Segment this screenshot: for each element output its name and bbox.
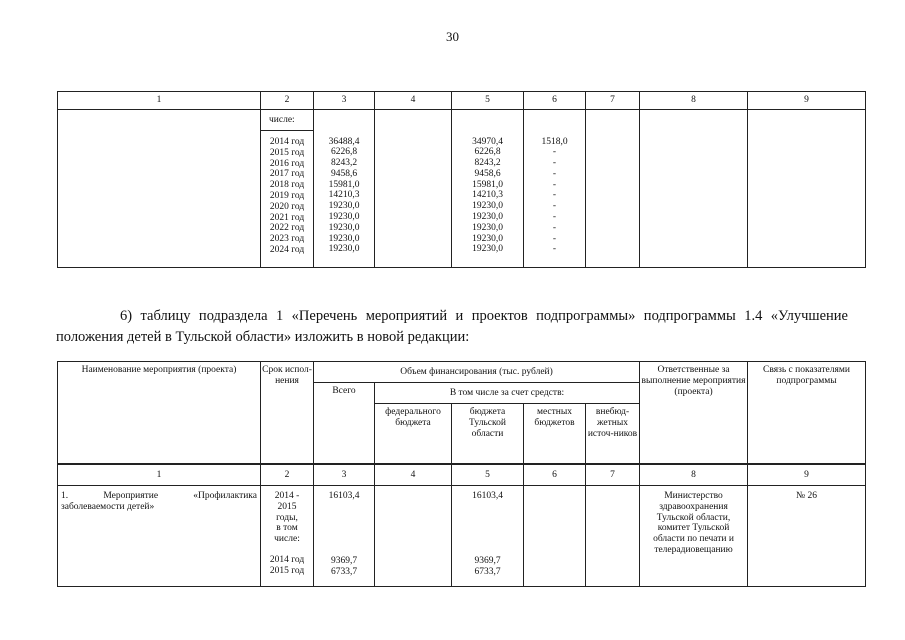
column-number: 4: [375, 92, 452, 110]
measure-name: 1. Мероприятие «Профилактика заболеваемости детей»: [58, 486, 261, 587]
year-total-value: 9369,7: [330, 555, 358, 566]
regional-value: 8243,2: [474, 158, 501, 169]
total-value: 16103,4: [328, 491, 360, 501]
total-value: 19230,0: [328, 222, 360, 233]
column-number: 5: [452, 92, 524, 110]
empty-cell: [375, 110, 452, 268]
total-value: 6226,8: [330, 147, 358, 158]
column-number: 3: [314, 464, 375, 486]
local-value: 1518,0: [541, 136, 568, 147]
year-label: 2018 год: [269, 180, 305, 191]
column-numbers-row: [58, 92, 866, 110]
year-regional-value: 6733,7: [474, 566, 501, 577]
local-value: -: [552, 179, 557, 190]
measure-local: [524, 486, 586, 587]
total-value: 36488,4: [328, 136, 360, 147]
header-federal: федерального бюджета: [375, 404, 452, 465]
amendment-paragraph: 6) таблицу подраздела 1 «Перечень мероприятий и проектов подпрограммы» подпрограммы 1.4 «Улучшение положения детей в Тульской области» изложить в новой редакции:: [56, 308, 848, 345]
intro-text: числе:: [261, 110, 314, 131]
total-value: 15981,0: [328, 179, 360, 190]
term-line: 2014 -: [274, 491, 300, 501]
regional-value: 14210,3: [472, 190, 503, 201]
column-number: 1: [58, 92, 261, 110]
header-term: Срок испол-нения: [261, 362, 314, 465]
local-value: -: [552, 222, 557, 233]
column-number: 9: [748, 464, 866, 486]
total-value: 9458,6: [330, 168, 358, 179]
measures-table: [57, 361, 866, 587]
regional-value: 6226,8: [474, 147, 501, 158]
total-value: 19230,0: [328, 201, 360, 212]
measure-responsible: Министерство здравоохранения Тульской области, комитет Тульской области по печати и телерадиовещанию: [640, 486, 748, 587]
empty-cell: [524, 110, 586, 131]
local-value: -: [552, 212, 557, 223]
year-label: 2023 год: [269, 234, 305, 245]
intro-row: [58, 110, 866, 131]
header-including: В том числе за счет средств:: [375, 383, 640, 404]
term-line: в том: [276, 523, 298, 534]
regional-value: 19230,0: [472, 244, 503, 255]
total-value: 19230,0: [328, 244, 360, 255]
measure-term: [261, 486, 314, 587]
measure-row: [58, 486, 866, 587]
header-row-1: [58, 362, 866, 383]
local-value: -: [552, 147, 557, 158]
term-line: годы,: [276, 512, 298, 523]
header-name: Наименование мероприятия (проекта): [58, 362, 261, 465]
total-value: 14210,3: [328, 190, 360, 201]
column-number: 2: [261, 92, 314, 110]
year-label: 2024 год: [269, 244, 305, 255]
column-number: 7: [586, 464, 640, 486]
year-label: 2019 год: [269, 190, 305, 201]
term-line: 2015: [277, 501, 297, 512]
year-total-value: 6733,7: [330, 566, 358, 577]
year-label: 2014 год: [269, 554, 305, 565]
local-value: -: [552, 190, 557, 201]
year-label: 2021 год: [269, 212, 305, 223]
financing-table-continued: [57, 91, 866, 268]
local-value: -: [552, 233, 557, 244]
year-label: 2014 год: [269, 137, 305, 147]
column-number: 9: [748, 92, 866, 110]
regional-value: 34970,4: [472, 136, 503, 147]
column-number: 8: [640, 464, 748, 486]
year-label: 2022 год: [269, 223, 305, 234]
year-regional-value: 9369,7: [474, 555, 501, 566]
measure-extrabudgetary: [586, 486, 640, 587]
column-numbers-row: [58, 464, 866, 486]
header-local: местных бюджетов: [524, 404, 586, 465]
empty-cell: [314, 110, 375, 131]
empty-cell: [586, 110, 640, 268]
total-values-column: [314, 131, 375, 268]
empty-cell: [748, 110, 866, 268]
regional-value: 19230,0: [472, 233, 503, 244]
year-label: 2017 год: [269, 169, 305, 180]
regional-values-column: [452, 131, 524, 268]
year-label: 2016 год: [269, 158, 305, 169]
header-link: Связь с показателями подпрограммы: [748, 362, 866, 465]
year-label: 2015 год: [269, 147, 305, 158]
local-values-column: [524, 131, 586, 268]
header-responsible: Ответственные за выполнение мероприятия (проекта): [640, 362, 748, 465]
regional-value: 16103,4: [472, 491, 503, 501]
header-extrabudgetary: внебюд-жетных источ-ников: [586, 404, 640, 465]
total-value: 19230,0: [328, 233, 360, 244]
column-number: 6: [524, 464, 586, 486]
measure-indicator-link: № 26: [748, 486, 866, 587]
regional-value: 19230,0: [472, 222, 503, 233]
column-number: 5: [452, 464, 524, 486]
measure-regional: [452, 486, 524, 587]
measure-federal: [375, 486, 452, 587]
column-number: 4: [375, 464, 452, 486]
local-value: -: [552, 201, 557, 212]
empty-cell: [452, 110, 524, 131]
years-column: [261, 131, 314, 268]
regional-value: 9458,6: [474, 168, 501, 179]
header-total: Всего: [314, 383, 375, 465]
year-label: 2020 год: [269, 201, 305, 212]
empty-cell: [58, 110, 261, 268]
local-value: -: [552, 168, 557, 179]
column-number: 3: [314, 92, 375, 110]
column-number: 8: [640, 92, 748, 110]
regional-value: 19230,0: [472, 212, 503, 223]
column-number: 1: [58, 464, 261, 486]
total-value: 8243,2: [330, 158, 358, 169]
regional-value: 15981,0: [472, 179, 503, 190]
column-number: 6: [524, 92, 586, 110]
regional-value: 19230,0: [472, 201, 503, 212]
page-number: 30: [446, 29, 459, 44]
local-value: -: [552, 158, 557, 169]
year-label: 2015 год: [269, 565, 305, 576]
header-volume: Объем финансирования (тыс. рублей): [314, 362, 640, 383]
term-line: числе:: [274, 534, 300, 545]
header-regional: бюджета Тульской области: [452, 404, 524, 465]
column-number: 7: [586, 92, 640, 110]
empty-cell: [640, 110, 748, 268]
total-value: 19230,0: [328, 212, 360, 223]
measure-total: [314, 486, 375, 587]
column-number: 2: [261, 464, 314, 486]
local-value: -: [552, 244, 557, 255]
